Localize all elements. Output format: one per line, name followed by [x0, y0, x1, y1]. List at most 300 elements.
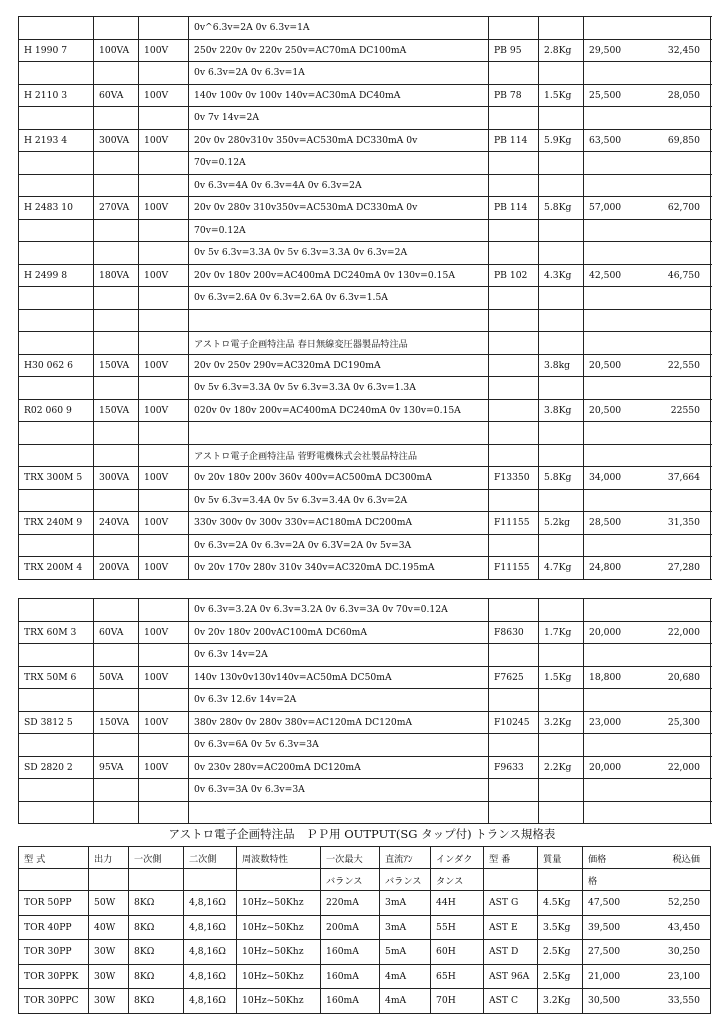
price-cell [584, 467, 711, 490]
table-cell: 330v 300v 0v 300v 330v=AC180mA DC200mA [189, 512, 489, 535]
table-cell: 8KΩ [129, 940, 184, 965]
table-cell [94, 174, 139, 197]
table-row [19, 422, 711, 445]
header-cell: バランス [321, 869, 380, 891]
price-value: 39,500 [588, 921, 621, 933]
table-cell [19, 287, 94, 310]
table-cell: AST C [484, 989, 538, 1014]
table-cell [94, 599, 139, 622]
table-cell: 150VA [94, 354, 139, 377]
table-cell [139, 17, 189, 40]
table-cell: 5.8Kg [539, 467, 584, 490]
transformer-table-top [18, 16, 711, 580]
price-cell [584, 557, 711, 580]
table-cell [94, 152, 139, 175]
table-cell: 8KΩ [129, 915, 184, 940]
table-cell: 100V [139, 84, 189, 107]
price-cell [584, 174, 711, 197]
price-value: 29,500 [589, 44, 622, 56]
table-cell: 0v 6.3v=2A 0v 6.3v=1A [189, 62, 489, 85]
table-cell: 4,8,16Ω [184, 989, 237, 1014]
table-cell [94, 422, 139, 445]
table-cell [539, 219, 584, 242]
table-cell: F13350 [489, 467, 539, 490]
table-cell: 4,8,16Ω [184, 891, 237, 916]
table-cell [94, 801, 139, 824]
price-cell [584, 219, 711, 242]
table-cell [94, 689, 139, 712]
table-cell [94, 644, 139, 667]
table-row [19, 174, 711, 197]
table-cell: 30W [89, 989, 129, 1014]
price-value: 27,500 [588, 946, 621, 958]
table-cell [139, 287, 189, 310]
table-cell [489, 17, 539, 40]
table-cell [139, 62, 189, 85]
table-row [19, 242, 711, 265]
header-price-label-cont: 格 [588, 875, 598, 887]
table-cell [19, 242, 94, 265]
table-cell [539, 107, 584, 130]
price-value: 21,000 [588, 970, 621, 982]
table-cell [139, 689, 189, 712]
price-cell [584, 666, 711, 689]
table-cell [539, 242, 584, 265]
table-cell [489, 644, 539, 667]
table-cell: 0v 230v 280v=AC200mA DC120mA [189, 756, 489, 779]
table-cell: F10245 [489, 711, 539, 734]
price-cell [584, 599, 711, 622]
table-cell: PB 102 [489, 264, 539, 287]
table-cell: 140v 100v 0v 100v 140v=AC30mA DC40mA [189, 84, 489, 107]
table-cell: 300VA [94, 129, 139, 152]
table-row [19, 621, 711, 644]
header-cell: 型 式 [19, 847, 89, 869]
table-cell: 250v 220v 0v 220v 250v=AC70mA DC100mA [189, 39, 489, 62]
table-cell: 100V [139, 557, 189, 580]
table-cell: TRX 60M 3 [19, 621, 94, 644]
header-row-bottom [19, 869, 711, 891]
table-cell: 5.9Kg [539, 129, 584, 152]
table-cell [94, 444, 139, 467]
price-value: 57,000 [589, 202, 622, 214]
price-value: 47,500 [588, 897, 621, 909]
table-cell [19, 534, 94, 557]
table-cell [489, 534, 539, 557]
tax-included-price-value: 52,250 [667, 897, 700, 909]
table-row [19, 666, 711, 689]
table-cell [19, 332, 94, 355]
table-cell [539, 779, 584, 802]
header-cell: 周波数特性 [237, 847, 321, 869]
table-cell: 0v 6.3v=6A 0v 5v 6.3v=3A [189, 734, 489, 757]
table-cell: 100V [139, 756, 189, 779]
tax-included-price-value: 27,280 [667, 562, 700, 574]
table-row [19, 534, 711, 557]
table-cell: 5.2kg [539, 512, 584, 535]
table-cell: 4mA [380, 964, 431, 989]
table-cell [489, 599, 539, 622]
table-cell: 50VA [94, 666, 139, 689]
table-cell: 0v 6.3v 12.6v 14v=2A [189, 689, 489, 712]
header-cell: 出力 [89, 847, 129, 869]
tax-included-price-value: 28,050 [667, 89, 700, 101]
table-cell: 1.5Kg [539, 666, 584, 689]
table-cell [19, 644, 94, 667]
table-cell [19, 107, 94, 130]
table-cell [19, 174, 94, 197]
table-cell [94, 287, 139, 310]
price-cell [584, 644, 711, 667]
table-cell: 0v^6.3v=2A 0v 6.3v=1A [189, 17, 489, 40]
table-cell: 180VA [94, 264, 139, 287]
table-cell: 4.5Kg [538, 891, 583, 916]
table-cell: 100V [139, 197, 189, 220]
table-cell [489, 689, 539, 712]
table-cell [189, 422, 489, 445]
table-cell: 150VA [94, 711, 139, 734]
table-cell [489, 489, 539, 512]
table-cell [94, 734, 139, 757]
table-cell [489, 399, 539, 422]
table-row [19, 689, 711, 712]
table-row [19, 444, 711, 467]
table-cell: 100V [139, 512, 189, 535]
header-cell: 型 番 [484, 847, 538, 869]
table-cell [489, 377, 539, 400]
header-price-label: 価格 [588, 853, 607, 865]
price-cell [584, 689, 711, 712]
table-cell [94, 62, 139, 85]
table-cell [489, 62, 539, 85]
table-cell: 2.8Kg [539, 39, 584, 62]
header-cell [19, 869, 89, 891]
header-cell [89, 869, 129, 891]
table-cell [189, 801, 489, 824]
price-cell [584, 62, 711, 85]
table-cell [139, 489, 189, 512]
table-cell [139, 377, 189, 400]
table-cell [94, 779, 139, 802]
table-cell: 100V [139, 129, 189, 152]
table-cell [539, 644, 584, 667]
table-cell: H 2110 3 [19, 84, 94, 107]
table-cell [539, 174, 584, 197]
table-cell: F7625 [489, 666, 539, 689]
table-cell: 100V [139, 621, 189, 644]
table-cell [539, 62, 584, 85]
header-row-top [19, 847, 711, 869]
table-row [19, 84, 711, 107]
table-cell: 60H [431, 940, 484, 965]
tax-included-price-value: 32,450 [667, 44, 700, 56]
table-cell: 10Hz~50Khz [237, 891, 321, 916]
header-cell: 二次側 [184, 847, 237, 869]
table-cell: 65H [431, 964, 484, 989]
header-cell: 一次最大 [321, 847, 380, 869]
table-cell: 240VA [94, 512, 139, 535]
table-row [19, 779, 711, 802]
table-cell [19, 152, 94, 175]
table-cell: 10Hz~50Khz [237, 940, 321, 965]
table-row [19, 332, 711, 355]
table-row [19, 129, 711, 152]
table-cell [539, 422, 584, 445]
table-row [19, 711, 711, 734]
table-cell: 0v 6.3v=2.6A 0v 6.3v=2.6A 0v 6.3v=1.5A [189, 287, 489, 310]
table-cell: 30W [89, 940, 129, 965]
price-cell [584, 332, 711, 355]
tax-included-price-value: 22,550 [667, 359, 700, 371]
header-cell [184, 869, 237, 891]
tax-included-price-value: 46,750 [667, 269, 700, 281]
table-cell: 3.8Kg [539, 399, 584, 422]
table-cell [489, 354, 539, 377]
table-cell: 20v 0v 250v 290v=AC320mA DC190mA [189, 354, 489, 377]
table-cell [139, 734, 189, 757]
table-cell: 3.5Kg [538, 915, 583, 940]
table-cell: 0v 6.3v 14v=2A [189, 644, 489, 667]
price-value: 63,500 [589, 134, 622, 146]
price-value: 20,500 [589, 404, 622, 416]
table-cell: 100V [139, 39, 189, 62]
table-cell [19, 422, 94, 445]
table-row [19, 197, 711, 220]
price-value: 20,000 [589, 626, 622, 638]
table-cell [19, 219, 94, 242]
table-cell: 8KΩ [129, 989, 184, 1014]
price-cell [583, 989, 711, 1014]
table-cell: TRX 50M 6 [19, 666, 94, 689]
table-cell: 30W [89, 964, 129, 989]
table-cell: 10Hz~50Khz [237, 964, 321, 989]
table-cell: 160mA [321, 940, 380, 965]
table-cell: 140v 130v0v130v140v=AC50mA DC50mA [189, 666, 489, 689]
table-cell [139, 534, 189, 557]
output-table-title: アストロ電子企画特注品 ＰＰ用 OUTPUT(SG タップ付) トランス規格表 [168, 827, 556, 841]
table-cell: 40W [89, 915, 129, 940]
table-cell [94, 377, 139, 400]
table-cell: H30 062 6 [19, 354, 94, 377]
price-cell [584, 377, 711, 400]
tax-included-price-value: 43,450 [667, 921, 700, 933]
table-row [19, 377, 711, 400]
price-cell [584, 39, 711, 62]
table-cell [94, 107, 139, 130]
price-value: 30,500 [588, 995, 621, 1007]
table-cell: 70v=0.12A [189, 152, 489, 175]
table-cell [19, 444, 94, 467]
table-cell: 55H [431, 915, 484, 940]
table-cell: AST D [484, 940, 538, 965]
table-cell [489, 287, 539, 310]
table-cell [489, 309, 539, 332]
table-cell: 0v 6.3v=2A 0v 6.3v=2A 0v 6.3V=2A 0v 5v=3A [189, 534, 489, 557]
table-cell: 60VA [94, 621, 139, 644]
table-cell: 100VA [94, 39, 139, 62]
tax-included-price-value: 62,700 [667, 202, 700, 214]
table-cell: H 2193 4 [19, 129, 94, 152]
table-cell: 95VA [94, 756, 139, 779]
table-cell: 300VA [94, 467, 139, 490]
table-cell [539, 689, 584, 712]
price-value: 25,500 [589, 89, 622, 101]
table-cell: 0v 6.3v=4A 0v 6.3v=4A 0v 6.3v=2A [189, 174, 489, 197]
table-row [19, 734, 711, 757]
price-value: 18,800 [589, 671, 622, 683]
price-cell [584, 756, 711, 779]
table-cell [539, 152, 584, 175]
table-cell: 70v=0.12A [189, 219, 489, 242]
table-cell: SD 3812 5 [19, 711, 94, 734]
table-cell [94, 309, 139, 332]
table-cell [139, 422, 189, 445]
table-cell: 200mA [321, 915, 380, 940]
table-cell [539, 534, 584, 557]
table-cell [19, 309, 94, 332]
table-cell [139, 242, 189, 265]
table-cell [139, 599, 189, 622]
table-cell: 0v 20v 180v 200vAC100mA DC60mA [189, 621, 489, 644]
table-cell [139, 107, 189, 130]
table-cell: アストロ電子企画特注品 春日無線変圧器製品特注品 [189, 332, 489, 355]
table-cell: 100V [139, 354, 189, 377]
table-cell: 4,8,16Ω [184, 915, 237, 940]
table-row [19, 512, 711, 535]
table-cell: 4mA [380, 989, 431, 1014]
table-cell: F11155 [489, 557, 539, 580]
price-cell [584, 801, 711, 824]
table-cell: 100V [139, 399, 189, 422]
table-cell: TRX 240M 9 [19, 512, 94, 535]
table-cell: 270VA [94, 197, 139, 220]
table-cell [489, 219, 539, 242]
table-cell: SD 2820 2 [19, 756, 94, 779]
table-cell [489, 422, 539, 445]
table-cell [139, 309, 189, 332]
tax-included-price-value: 69,850 [667, 134, 700, 146]
table-cell [489, 779, 539, 802]
header-cell [129, 869, 184, 891]
table-row [19, 219, 711, 242]
table-row [19, 964, 711, 989]
table-cell: F9633 [489, 756, 539, 779]
price-cell [584, 197, 711, 220]
header-cell [538, 869, 583, 891]
table-cell: TRX 300M 5 [19, 467, 94, 490]
table-cell: TOR 50PP [19, 891, 89, 916]
table-cell: R02 060 9 [19, 399, 94, 422]
table-cell: 70H [431, 989, 484, 1014]
table-cell: F8630 [489, 621, 539, 644]
price-cell [584, 242, 711, 265]
price-cell [584, 779, 711, 802]
table-cell: 20v 0v 280v310v 350v=AC530mA DC330mA 0v [189, 129, 489, 152]
tax-included-price-value: 31,350 [667, 517, 700, 529]
table-cell [539, 377, 584, 400]
table-cell: 020v 0v 180v 200v=AC400mA DC240mA 0v 130v=0.15A [189, 399, 489, 422]
table-cell: 380v 280v 0v 280v 380v=AC120mA DC120mA [189, 711, 489, 734]
price-cell [584, 512, 711, 535]
table-cell: 3mA [380, 891, 431, 916]
table-row [19, 557, 711, 580]
tax-included-price-value: 33,550 [667, 995, 700, 1007]
table-cell: 220mA [321, 891, 380, 916]
table-row [19, 152, 711, 175]
price-cell [584, 444, 711, 467]
table-cell: 8KΩ [129, 964, 184, 989]
price-cell [584, 107, 711, 130]
table-cell: 2.2Kg [539, 756, 584, 779]
table-cell: 0v 5v 6.3v=3.4A 0v 5v 6.3v=3.4A 0v 6.3v=2A [189, 489, 489, 512]
price-cell [584, 399, 711, 422]
table-cell: 44H [431, 891, 484, 916]
tax-included-price-value: 22550 [670, 404, 700, 416]
header-cell: バランス [380, 869, 431, 891]
price-cell [584, 734, 711, 757]
table-cell [539, 332, 584, 355]
price-cell [583, 940, 711, 965]
table-cell [539, 599, 584, 622]
table-cell: 160mA [321, 964, 380, 989]
table-row [19, 287, 711, 310]
header-cell: インダク [431, 847, 484, 869]
header-cell: タンス [431, 869, 484, 891]
tax-included-price-value: 30,250 [667, 946, 700, 958]
table-cell: TRX 200M 4 [19, 557, 94, 580]
table-cell: 10Hz~50Khz [237, 915, 321, 940]
table-cell: 0v 7v 14v=2A [189, 107, 489, 130]
price-value: 20,500 [589, 359, 622, 371]
table-row [19, 891, 711, 916]
table-row [19, 354, 711, 377]
table-cell: 20v 0v 280v 310v350v=AC530mA DC330mA 0v [189, 197, 489, 220]
price-cell [584, 621, 711, 644]
table-cell: 100V [139, 264, 189, 287]
table-cell [539, 17, 584, 40]
header-cell: 直流ｱﾝ [380, 847, 431, 869]
table-cell: 8KΩ [129, 891, 184, 916]
price-cell [584, 711, 711, 734]
table-cell [139, 219, 189, 242]
table-cell: アストロ電子企画特注品 菅野電機株式会社製品特注品 [189, 444, 489, 467]
price-cell [584, 489, 711, 512]
table-cell [19, 377, 94, 400]
table-row [19, 467, 711, 490]
table-cell [539, 734, 584, 757]
table-cell: 0v 20v 180v 200v 360v 400v=AC500mA DC300mA [189, 467, 489, 490]
price-cell [584, 534, 711, 557]
header-cell: 質量 [538, 847, 583, 869]
table-cell: AST 96A [484, 964, 538, 989]
table-cell [94, 219, 139, 242]
price-cell [583, 915, 711, 940]
price-value: 24,800 [589, 562, 622, 574]
table-row [19, 264, 711, 287]
table-cell: 100V [139, 666, 189, 689]
table-cell [19, 689, 94, 712]
table-cell: TOR 40PP [19, 915, 89, 940]
table-row [19, 399, 711, 422]
table-cell: 3.2Kg [538, 989, 583, 1014]
table-cell: 1.7Kg [539, 621, 584, 644]
table-cell [489, 107, 539, 130]
table-cell: PB 114 [489, 129, 539, 152]
table-cell: F11155 [489, 512, 539, 535]
tax-included-price-value: 22,000 [667, 761, 700, 773]
header-cell-price [583, 869, 711, 891]
table-cell [139, 152, 189, 175]
